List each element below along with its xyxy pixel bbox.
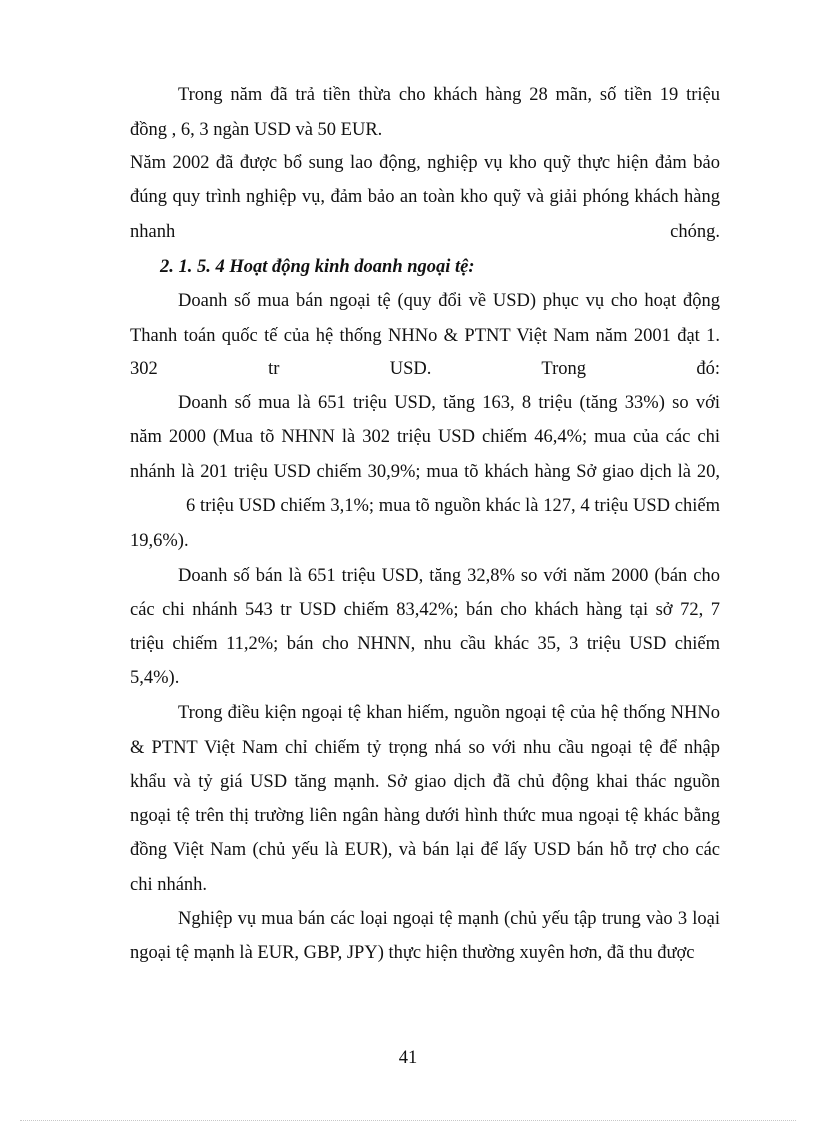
paragraph-line: Thanh toán quốc tế của hệ thống NHNo & PTNT Việt Nam năm 2001 đạt 1. xyxy=(130,326,720,346)
paragraph-line: các chi nhánh 543 tr USD chiếm 83,42%; bán cho khách hàng tại sở 72, 7 xyxy=(130,600,720,620)
section-heading: 2. 1. 5. 4 Hoạt động kinh doanh ngoại tệ: xyxy=(160,257,475,277)
paragraph-line: 302 tr USD. Trong đó: xyxy=(130,359,720,379)
paragraph-line: năm 2000 (Mua tõ NHNN là 302 triệu USD chiếm 46,4%; mua của các chi xyxy=(130,427,720,447)
page-number: 41 xyxy=(398,1048,418,1068)
page-bottom-divider xyxy=(20,1120,796,1121)
paragraph-line: Trong điều kiện ngoại tệ khan hiếm, nguồn ngoại tệ của hệ thống NHNo xyxy=(178,703,720,723)
paragraph-line: nhanh chóng. xyxy=(130,222,720,242)
paragraph-line: Năm 2002 đã được bổ sung lao động, nghiệp vụ kho quỹ thực hiện đảm bảo xyxy=(130,153,720,173)
paragraph-line: Doanh số mua là 651 triệu USD, tăng 163, 8 triệu (tăng 33%) so với xyxy=(178,393,720,413)
paragraph-line: Nghiệp vụ mua bán các loại ngoại tệ mạnh (chủ yếu tập trung vào 3 loại xyxy=(178,909,720,929)
paragraph-line: đồng , 6, 3 ngàn USD và 50 EUR. xyxy=(130,120,383,140)
paragraph-line: nhánh là 201 triệu USD chiếm 30,9%; mua tõ khách hàng Sở giao dịch là 20, xyxy=(130,462,720,482)
paragraph-line: 6 triệu USD chiếm 3,1%; mua tõ nguồn khác là 127, 4 triệu USD chiếm xyxy=(186,496,720,516)
paragraph-line: Doanh số bán là 651 triệu USD, tăng 32,8% so với năm 2000 (bán cho xyxy=(178,566,720,586)
paragraph-line: đúng quy trình nghiệp vụ, đảm bảo an toàn kho quỹ và giải phóng khách hàng xyxy=(130,187,720,207)
paragraph-line: triệu chiếm 11,2%; bán cho NHNN, nhu cầu khác 35, 3 triệu USD chiếm xyxy=(130,634,720,654)
paragraph-line: chi nhánh. xyxy=(130,875,208,895)
paragraph-line: 5,4%). xyxy=(130,668,180,688)
paragraph-line: Trong năm đã trả tiền thừa cho khách hàng 28 mãn, số tiền 19 triệu xyxy=(178,85,720,105)
paragraph-line: & PTNT Việt Nam chỉ chiếm tỷ trọng nhá so với nhu cầu ngoại tệ để nhập xyxy=(130,738,720,758)
paragraph-line: ngoại tệ trên thị trường liên ngân hàng dưới hình thức mua ngoại tệ khác bằng xyxy=(130,806,720,826)
paragraph-line: Doanh số mua bán ngoại tệ (quy đổi về USD) phục vụ cho hoạt động xyxy=(178,291,720,311)
paragraph-line: khẩu và tỷ giá USD tăng mạnh. Sở giao dịch đã chủ động khai thác nguồn xyxy=(130,772,720,792)
paragraph-line: 19,6%). xyxy=(130,531,189,551)
paragraph-line: đồng Việt Nam (chủ yếu là EUR), và bán lại để lấy USD bán hỗ trợ cho các xyxy=(130,840,720,860)
paragraph-line: ngoại tệ mạnh là EUR, GBP, JPY) thực hiện thường xuyên hơn, đã thu được xyxy=(130,943,695,963)
